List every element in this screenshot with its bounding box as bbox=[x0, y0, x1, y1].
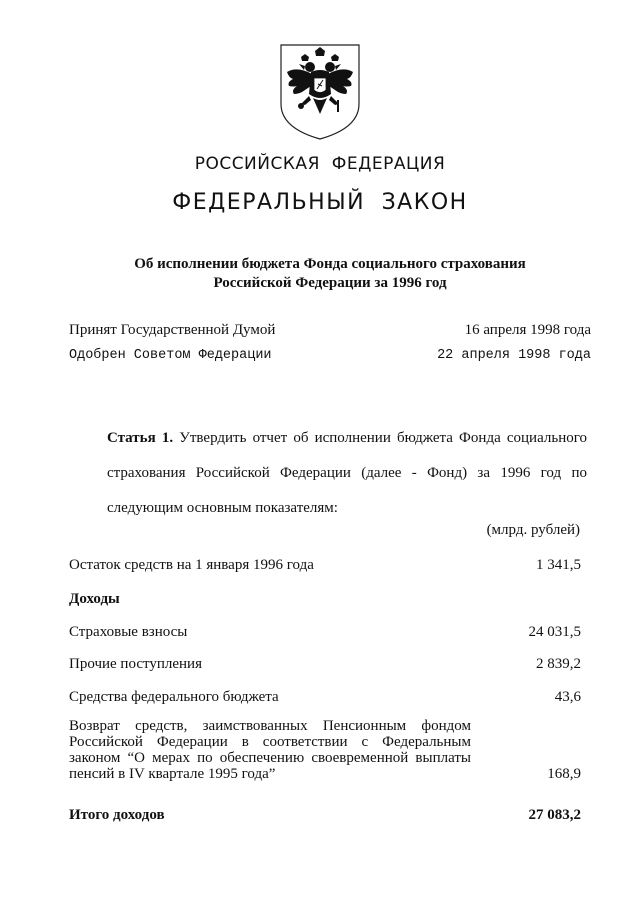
adoption-duma-date: 16 апреля 1998 года bbox=[464, 322, 591, 338]
adoption-council-label: Одобрен Советом Федерации bbox=[69, 348, 272, 363]
law-title-line-2: Российской Федерации за 1996 год bbox=[213, 275, 447, 291]
adoption-duma-label: Принят Государственной Думой bbox=[69, 322, 276, 338]
table-row-pension-return bbox=[69, 718, 581, 782]
row-value: 24 031,5 bbox=[528, 624, 581, 640]
article-1-heading: Статья 1. bbox=[107, 430, 174, 446]
row-label: Прочие поступления bbox=[69, 656, 202, 672]
row-value: 1 341,5 bbox=[536, 557, 581, 573]
article-1 bbox=[69, 421, 587, 526]
row-value: 2 839,2 bbox=[536, 656, 581, 672]
article-1-paragraph bbox=[69, 421, 587, 526]
article-1-text: Утвердить отчет об исполнении бюджета Фонда социального страхования Российской Федерации (далее - Фонд) за 1996 год по следующим основным показателям: bbox=[107, 430, 587, 516]
row-label: Страховые взносы bbox=[69, 624, 188, 640]
row-label: Средства федерального бюджета bbox=[69, 689, 279, 705]
unit-label: (млрд. рублей) bbox=[486, 522, 580, 538]
row-label: Остаток средств на 1 января 1996 года bbox=[69, 557, 314, 573]
coat-of-arms-emblem bbox=[277, 42, 363, 142]
income-heading-label: Доходы bbox=[69, 591, 120, 607]
row-value: 168,9 bbox=[547, 766, 581, 782]
law-title bbox=[0, 255, 640, 293]
law-title-line-1: Об исполнении бюджета Фонда социального страхования bbox=[134, 256, 526, 272]
row-label: Итого доходов bbox=[69, 807, 165, 823]
russian-coat-of-arms-icon bbox=[277, 42, 363, 142]
adoption-council-date: 22 апреля 1998 года bbox=[437, 348, 591, 363]
row-label: Возврат средств, заимствованных Пенсионным фондом Российской Федерации в соответствии с Федеральным законом “О мерах по обеспечению своевременной выплаты пенсий в IV квартале 1995 года” bbox=[69, 718, 471, 782]
row-value: 27 083,2 bbox=[528, 807, 581, 823]
country-heading: РОССИЙСКАЯ ФЕДЕРАЦИЯ bbox=[194, 154, 446, 174]
law-type-heading: ФЕДЕРАЛЬНЫЙ ЗАКОН bbox=[172, 190, 468, 215]
row-value: 43,6 bbox=[554, 689, 581, 705]
